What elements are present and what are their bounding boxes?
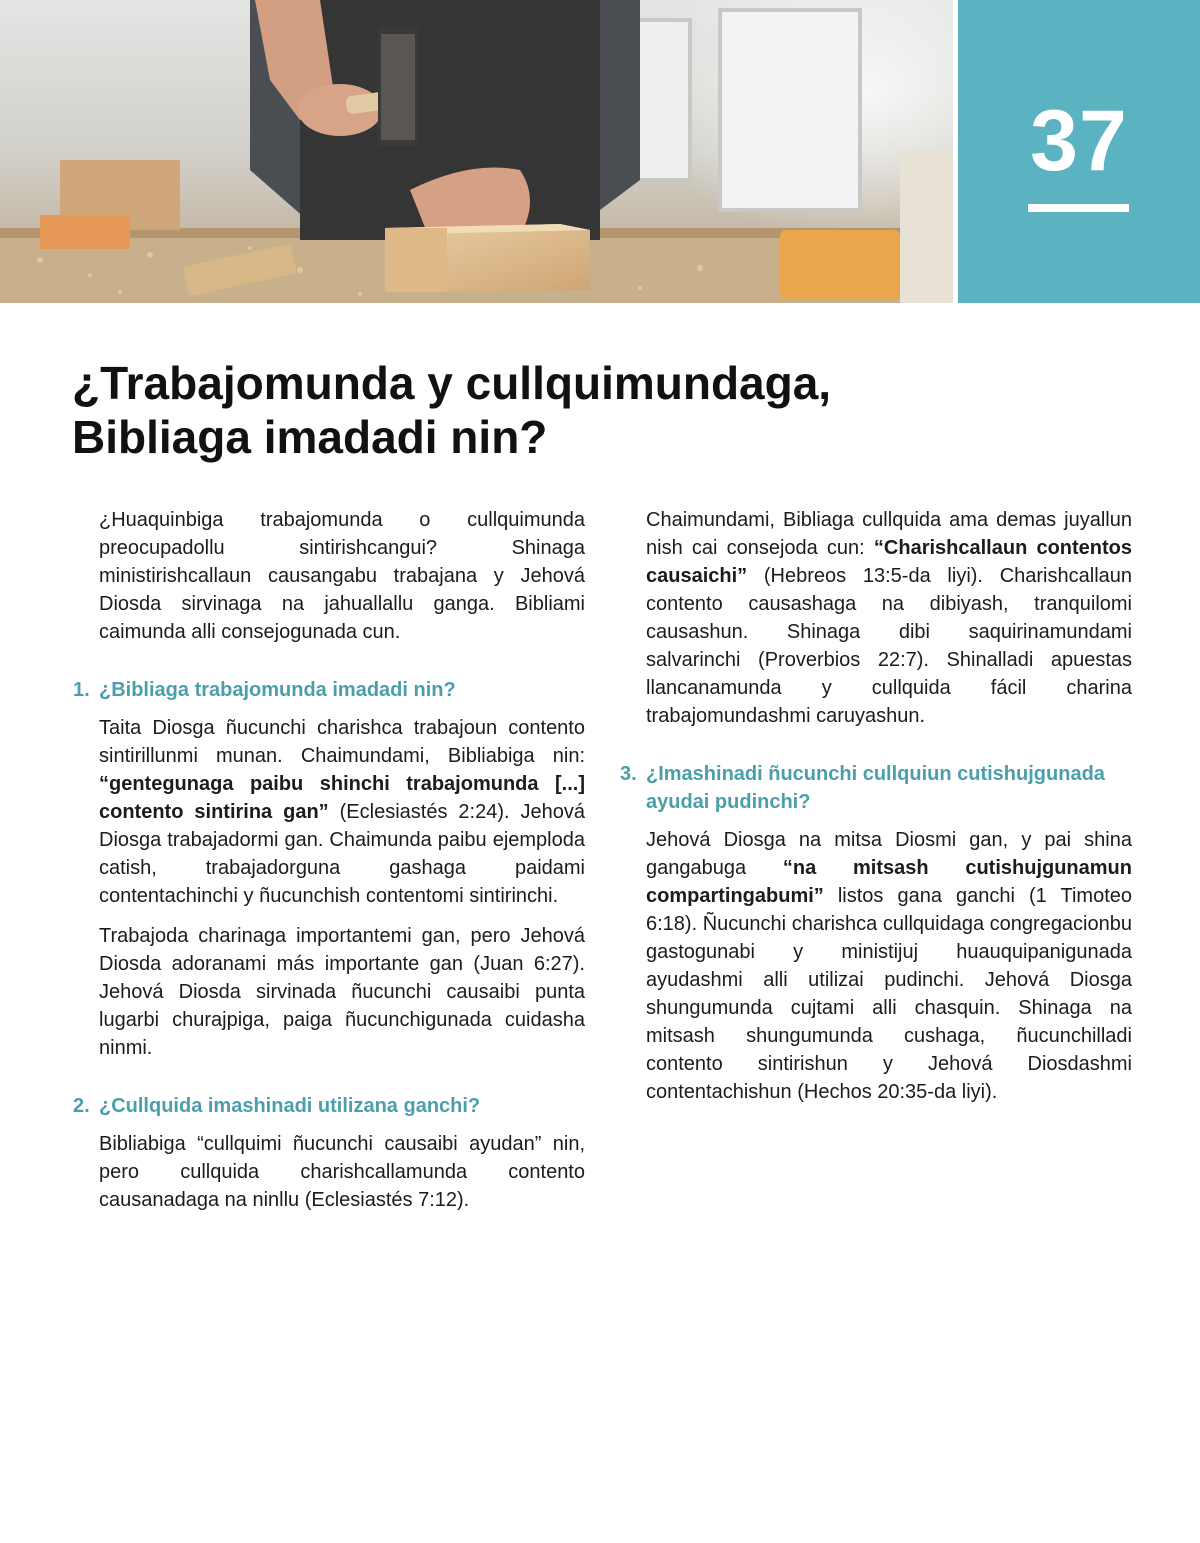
lesson-number-box (958, 0, 1200, 303)
section-2-p1-text-a: Chaimundami, Bibliaga cullquida ama demas juyallun nish cai consejoda cun: (646, 509, 1132, 559)
section-3-number: 3. (620, 763, 637, 785)
section-3-heading (620, 760, 1132, 816)
intro-paragraph: ¿Huaquinbiga trabajomunda o cullquimunda preocupadollu sintirishcangui? Shinaga ministirishcallaun causangabu trabajana y Jehová Diosda sirvinaga na jahuallallu ganga. Bibliami caimunda alli consejogunada cun. (99, 509, 585, 643)
section-2-p1-text-c: (Hebreos 13:5-da liyi). Charishcallaun contento causashaga na dibiyash, tranquilomi causashun. Shinaga dibi saquirinamundami salvarinchi (Proverbios 22:7). Shinalladi apuestas llancanamunda y cullquida fácil charina trabajomundashmi caruyashun. (646, 565, 1132, 727)
page-title (72, 356, 1072, 464)
section-3-heading-text: ¿Imashinadi ñucunchi cullquiun cutishujgunada ayudai pudinchi? (646, 763, 1105, 813)
hammer-woodwork-photo-icon (0, 0, 953, 303)
section-1-p1-text-a: Taita Diosga ñucunchi charishca trabajoun contento sintirillunmi munan. Chaimundami, Bibliabiga nin: (99, 717, 585, 767)
section-1-p1-text-c: (Eclesiastés 2:24). Jehová Diosga trabajadormi gan. Chaimunda paibu ejemploda catish, trabajadorguna gashaga paidami contentachinchi y ñucunchish contentomi sintirinchi. (99, 801, 585, 907)
section-1-paragraph-1 (99, 714, 585, 910)
section-2-heading-text: ¿Cullquida imashinadi utilizana ganchi? (99, 1095, 481, 1117)
right-column (620, 506, 1133, 1118)
section-3-p1-quote: “na mitsash cutishujgunamun compartingabumi” (646, 857, 1132, 907)
section-1-heading (73, 676, 585, 704)
header-photo (0, 0, 953, 303)
section-2-paragraph-1-continued (646, 506, 1132, 730)
section-3-paragraph-1 (646, 826, 1132, 1106)
page-title-line-1: ¿Trabajomunda y cullquimundaga, (72, 357, 832, 409)
page-title-line-2: Bibliaga imadadi nin? (72, 411, 548, 463)
section-2-p1-text-a: Bibliabiga “cullquimi ñucunchi causaibi ayudan” nin, pero cullquida charishcallamunda contento causanadaga na ninllu (Eclesiastés 7:12). (99, 1133, 585, 1211)
section-1-number: 1. (73, 679, 90, 701)
section-2-p1-quote: “Charishcallaun contentos causaichi” (646, 537, 1133, 587)
section-1-p1-quote: “gentegunaga paibu shinchi trabajomunda [...] contento sintirina gan” (99, 773, 585, 823)
left-column (73, 506, 585, 1226)
section-2-number: 2. (73, 1095, 90, 1117)
lesson-number-underline (1028, 204, 1129, 212)
section-3-p1-text-a: Jehová Diosga na mitsa Diosmi gan, y pai shina gangabuga (646, 829, 1132, 879)
section-2-heading (73, 1092, 585, 1120)
section-2-paragraph-1 (99, 1130, 585, 1214)
section-1-paragraph-2: Trabajoda charinaga importantemi gan, pero Jehová Diosda adoranami más importante gan (Juan 6:27). Jehová Diosda sirvinada ñucunchi causaibi punta lugarbi churajpiga, paiga ñucunchigunada cuidasha ninmi. (99, 925, 585, 1059)
section-3-p1-text-c: listos gana ganchi (1 Timoteo 6:18). Ñucunchi charishca cullquidaga congregacionbu gastogunabi y ministijuj huauquipanigunada ayudashmi alli utilizai pudinchi. Jehová Diosga shungumunda cujtami alli chasquin. Shinaga na mitsash shungumunda cushaga, ñucunchilladi contento sintirishun y Jehová Diosdashmi contentachishun (Hechos 20:35-da liyi). (646, 885, 1132, 1103)
section-1-heading-text: ¿Bibliaga trabajomunda imadadi nin? (99, 679, 456, 701)
lesson-number: 37 (1030, 93, 1128, 189)
